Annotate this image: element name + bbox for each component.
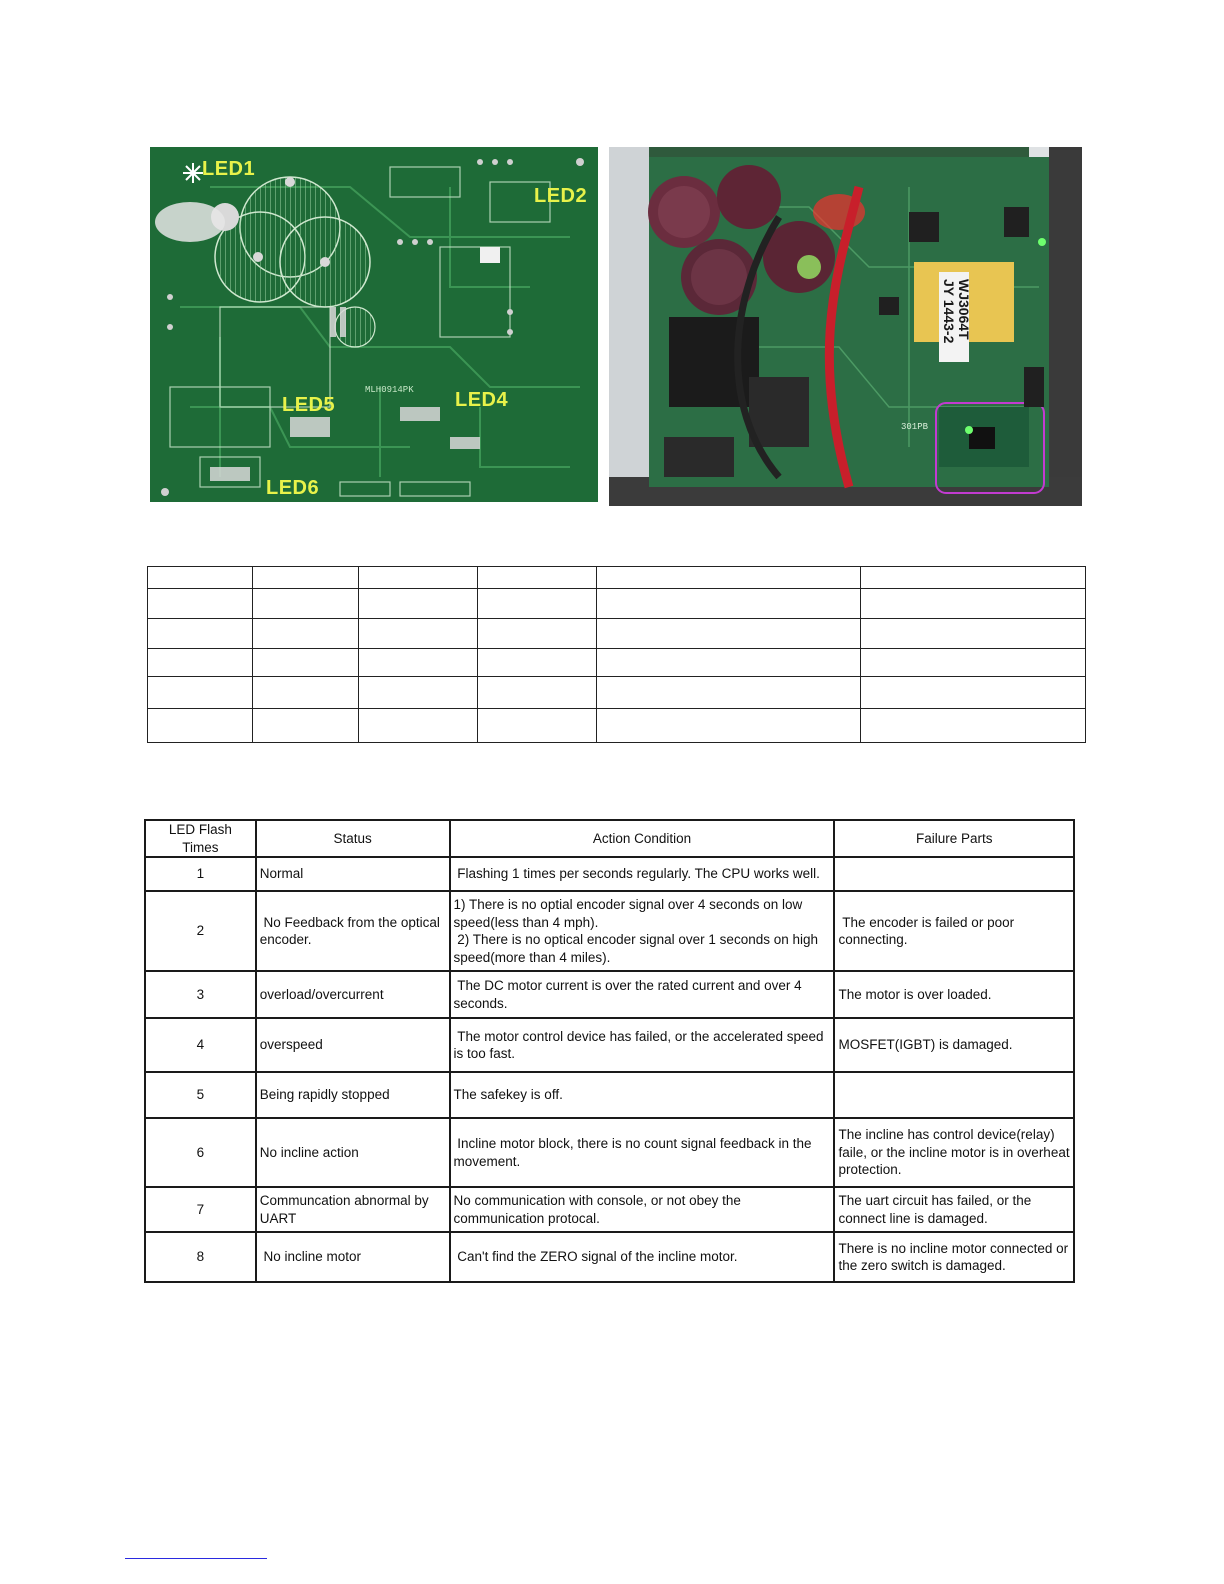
table-cell <box>253 677 359 709</box>
table-cell <box>861 649 1086 677</box>
led-flash-times-cell: 6 <box>145 1118 256 1187</box>
table-cell <box>478 567 597 589</box>
table-cell <box>478 589 597 619</box>
led-table-body <box>145 857 1074 1282</box>
failure-parts-cell: The motor is over loaded. <box>834 971 1074 1018</box>
table-cell <box>478 649 597 677</box>
led-flash-times-cell: 5 <box>145 1072 256 1118</box>
chip-marking-line-1: WJ3064T <box>956 279 972 340</box>
action-condition-cell: Incline motor block, there is no count signal feedback in the movement. <box>450 1118 835 1187</box>
table-cell <box>359 619 478 649</box>
table-row <box>148 649 1086 677</box>
failure-parts-cell: The encoder is failed or poor connecting. <box>834 891 1074 971</box>
status-cell: No incline motor <box>256 1232 450 1282</box>
status-cell: Communcation abnormal by UART <box>256 1187 450 1232</box>
table-cell <box>148 567 253 589</box>
status-cell: overspeed <box>256 1018 450 1072</box>
pcb-photo-left <box>150 147 598 502</box>
action-condition-cell: 1) There is no optial encoder signal over 4 seconds on low speed(less than 4 mph). 2) There is no optical encoder signal over 1 seconds on high speed(more than 4 miles). <box>450 891 835 971</box>
table-row <box>145 1187 1074 1232</box>
table-row <box>148 677 1086 709</box>
led-flash-times-cell: 2 <box>145 891 256 971</box>
status-cell: No incline action <box>256 1118 450 1187</box>
board-silkscreen-left: MLH0914PK <box>365 385 414 395</box>
table-cell <box>861 567 1086 589</box>
table-cell <box>253 619 359 649</box>
table-cell <box>148 589 253 619</box>
table-row <box>148 567 1086 589</box>
table-row <box>148 619 1086 649</box>
table-row <box>145 1018 1074 1072</box>
table-cell <box>359 709 478 743</box>
led-flash-times-cell: 3 <box>145 971 256 1018</box>
led2-label: LED2 <box>534 185 588 207</box>
table-row <box>148 589 1086 619</box>
action-condition-cell: No communication with console, or not obey the communication protocal. <box>450 1187 835 1232</box>
footer-link-underline <box>125 1558 267 1559</box>
pcb-right-illustration <box>609 147 1082 506</box>
table-cell <box>148 709 253 743</box>
pcb-left-illustration <box>150 147 598 502</box>
led-flash-times-cell: 8 <box>145 1232 256 1282</box>
table-cell <box>597 619 861 649</box>
led-flash-times-cell: 4 <box>145 1018 256 1072</box>
chip-marking <box>941 279 971 343</box>
led5-label: LED5 <box>282 394 336 416</box>
table-cell <box>597 567 861 589</box>
header-failure-parts: Failure Parts <box>834 820 1074 857</box>
failure-parts-cell <box>834 857 1074 891</box>
status-cell: overload/overcurrent <box>256 971 450 1018</box>
table-row <box>145 971 1074 1018</box>
table-cell <box>861 709 1086 743</box>
table-cell <box>597 709 861 743</box>
action-condition-cell: The DC motor current is over the rated current and over 4 seconds. <box>450 971 835 1018</box>
led-flash-times-cell: 7 <box>145 1187 256 1232</box>
table-cell <box>148 619 253 649</box>
status-cell: Normal <box>256 857 450 891</box>
table-cell <box>597 649 861 677</box>
table-cell <box>861 677 1086 709</box>
table-cell <box>253 649 359 677</box>
table-cell <box>148 677 253 709</box>
table-cell <box>861 619 1086 649</box>
table-cell <box>359 649 478 677</box>
failure-parts-cell: The incline has control device(relay) faile, or the incline motor is in overheat protection. <box>834 1118 1074 1187</box>
table-cell <box>253 567 359 589</box>
failure-parts-cell: The uart circuit has failed, or the connect line is damaged. <box>834 1187 1074 1232</box>
header-action-condition: Action Condition <box>450 820 835 857</box>
action-condition-cell: The motor control device has failed, or the accelerated speed is too fast. <box>450 1018 835 1072</box>
table-cell <box>253 709 359 743</box>
table-row <box>145 1232 1074 1282</box>
led4-label: LED4 <box>455 389 509 411</box>
led-flash-table <box>144 819 1075 1283</box>
status-cell: No Feedback from the optical encoder. <box>256 891 450 971</box>
table-row <box>148 709 1086 743</box>
pcb-photo-right <box>609 147 1082 506</box>
table-cell <box>478 677 597 709</box>
failure-parts-cell: MOSFET(IGBT) is damaged. <box>834 1018 1074 1072</box>
action-condition-cell: Can't find the ZERO signal of the incline motor. <box>450 1232 835 1282</box>
table-cell <box>597 677 861 709</box>
table-cell <box>478 709 597 743</box>
action-condition-cell: The safekey is off. <box>450 1072 835 1118</box>
table-row <box>145 891 1074 971</box>
table-cell <box>359 589 478 619</box>
table-row <box>145 857 1074 891</box>
led-flash-times-cell: 1 <box>145 857 256 891</box>
table-cell <box>597 589 861 619</box>
table-cell <box>253 589 359 619</box>
table-row <box>145 1118 1074 1187</box>
chip-marking-line-2: JY 1443-2 <box>941 279 957 344</box>
table-row <box>145 1072 1074 1118</box>
table-header-row <box>145 820 1074 857</box>
table-cell <box>359 567 478 589</box>
header-led-flash-times: LED Flash Times <box>145 820 256 857</box>
table-cell <box>478 619 597 649</box>
failure-parts-cell: There is no incline motor connected or the zero switch is damaged. <box>834 1232 1074 1282</box>
led6-label: LED6 <box>266 477 320 499</box>
header-status: Status <box>256 820 450 857</box>
table-cell <box>861 589 1086 619</box>
table-cell <box>148 649 253 677</box>
table-cell <box>359 677 478 709</box>
action-condition-cell: Flashing 1 times per seconds regularly. The CPU works well. <box>450 857 835 891</box>
board-silkscreen-right: 301PB <box>901 422 929 432</box>
failure-parts-cell <box>834 1072 1074 1118</box>
status-cell: Being rapidly stopped <box>256 1072 450 1118</box>
led1-label: LED1 <box>202 158 256 180</box>
empty-grid-table <box>147 566 1086 743</box>
